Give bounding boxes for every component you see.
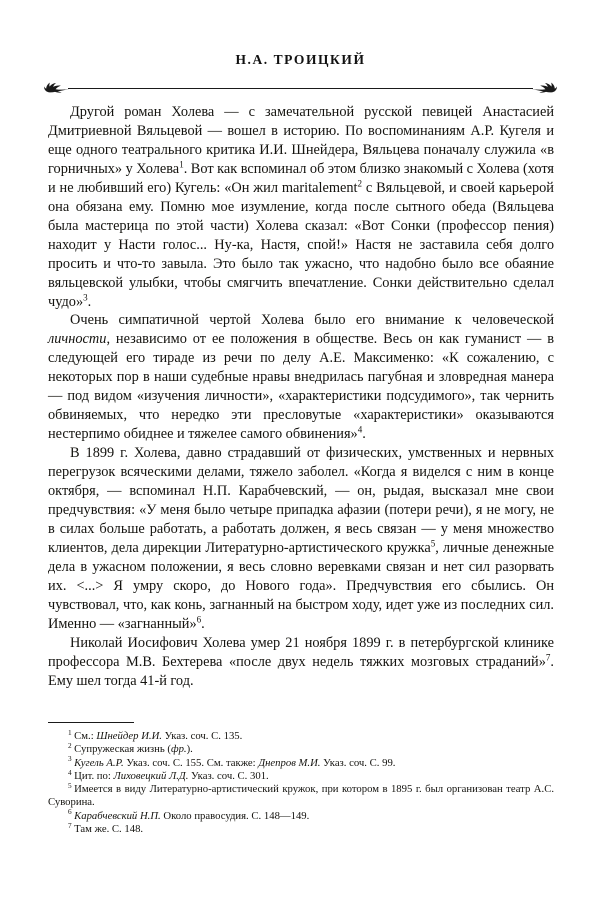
footnote-text: Цит. по: Лиховецкий Л.Д. Указ. соч. С. 301. (74, 769, 269, 782)
header-rule-line (68, 88, 533, 89)
footnote-text: Кугель А.Р. Указ. соч. С. 155. См. также: Днепров М.И. Указ. соч. С. 99. (74, 756, 396, 769)
footnote-marker: 2 (68, 742, 72, 751)
paragraph: В 1899 г. Холева, давно страдавший от физических, умственных и нервных перегрузок всяческими делами, тяжело заболел. «Когда я виделся с ним в конце октября, — вспоминал Н.П. Карабчевский, — он, рыдая, высказал мне свои предчувствия: «У меня было четыре припадка афазии (потери речи), я не могу, не в силах больше работать, а работать должен, я весь связан — у меня множество клиентов, дела дирекции Литературно-артистического кружка$^5$, личные денежные дела в ужасном положении, я весь словно веревками связан и нет сил разорвать их. <...> Я умру скоро, до Нового года». Предчувствия его сбылись. Он чувствовал, что, как конь, загнанный на быстром ходу, идет уже из последних сил. Именно — «загнанный»$^6$. (48, 445, 554, 632)
footnote-text: Имеется в виду Литературно-артистический кружок, при котором в 1895 г. был организован театр А.С. Суворина. (48, 783, 554, 809)
right-leaf-ornament-icon (531, 80, 557, 96)
footnote-separator-rule (48, 722, 134, 723)
footnote-text: См.: Шнейдер И.И. Указ. соч. С. 135. (74, 730, 243, 742)
paragraph: Николай Иосифович Холева умер 21 ноября 1899 г. в петербургской клинике профессора М.В. Бехтерева «после двух недель тяжких мозговых страданий»$^7$. Ему шел тогда 41-й год. (48, 634, 554, 689)
footnote-marker: 1 (68, 728, 72, 737)
footnote-item (48, 730, 554, 743)
footnote-marker: 7 (68, 821, 72, 830)
footnote-item (48, 770, 554, 783)
footnote-text: Там же. С. 148. (74, 822, 144, 835)
footnotes-section (48, 722, 554, 836)
footnote-marker: 4 (68, 768, 72, 777)
footnote-text: Карабчевский Н.П. Около правосудия. С. 148—149. (74, 809, 310, 822)
footnote-marker: 3 (68, 755, 72, 764)
footnote-item (48, 757, 554, 770)
footnote-item (48, 743, 554, 756)
footnote-marker: 5 (68, 781, 72, 790)
body-text (48, 103, 554, 691)
left-leaf-ornament-icon (44, 80, 70, 96)
footnote-marker: 6 (68, 808, 72, 817)
running-head (48, 52, 553, 68)
header-ornamental-rule (44, 78, 557, 98)
footnote-item (48, 823, 554, 836)
running-head-title: Н.А. ТРОИЦКИЙ (235, 52, 366, 67)
footnote-text: Супружеская жизнь (фр.). (74, 743, 193, 756)
footnote-item (48, 810, 554, 823)
paragraph: Очень симпатичной чертой Холева было его внимание к человеческой личности, независимо от ее положения в обществе. Весь он как гуманист — в следующей его тираде из речи по делу А.Е. Максименко: «К сожалению, с некоторых пор в наши судебные нравы внедрилась пагубная и зловредная манера — под видом «изучения личности», «характеристики подсудимого», так чернить обвиняемых, что нередко эти пресловутые «характеристики» оказываются нестерпимо обиднее и тяжелее самого обвинения»$^4$. (48, 312, 554, 443)
footnote-item (48, 783, 554, 810)
paragraph: Другой роман Холева — с замечательной русской певицей Анастасией Дмитриевной Вяльцевой — вошел в историю. По воспоминаниям А.Р. Кугеля и еще одного театрального критика И.И. Шнейдера, Вяльцева поначалу служила «в горничных» у Холева$^1$. Вот как вспоминал об этом близко знакомый с Холева (хотя и не любивший его) Кугель: «Он жил maritalement$^2$ с Вяльцевой, и своей карьерой она обязана ему. Помню мое изумление, когда после сытного обеда (Вяльцева была мастерица по этой части) Холева сказал: «Вот Сонки (профессор пения) находит у Насти голос... Ну-ка, Настя, спой!» Настя не заставила себя долго просить и что-то завыла. Это было так ужасно, что надобно было все обаяние вяльцевской улыбки, чтобы смягчить впечатление. Сонки действительно сделал чудо»$^3$. (48, 104, 555, 310)
